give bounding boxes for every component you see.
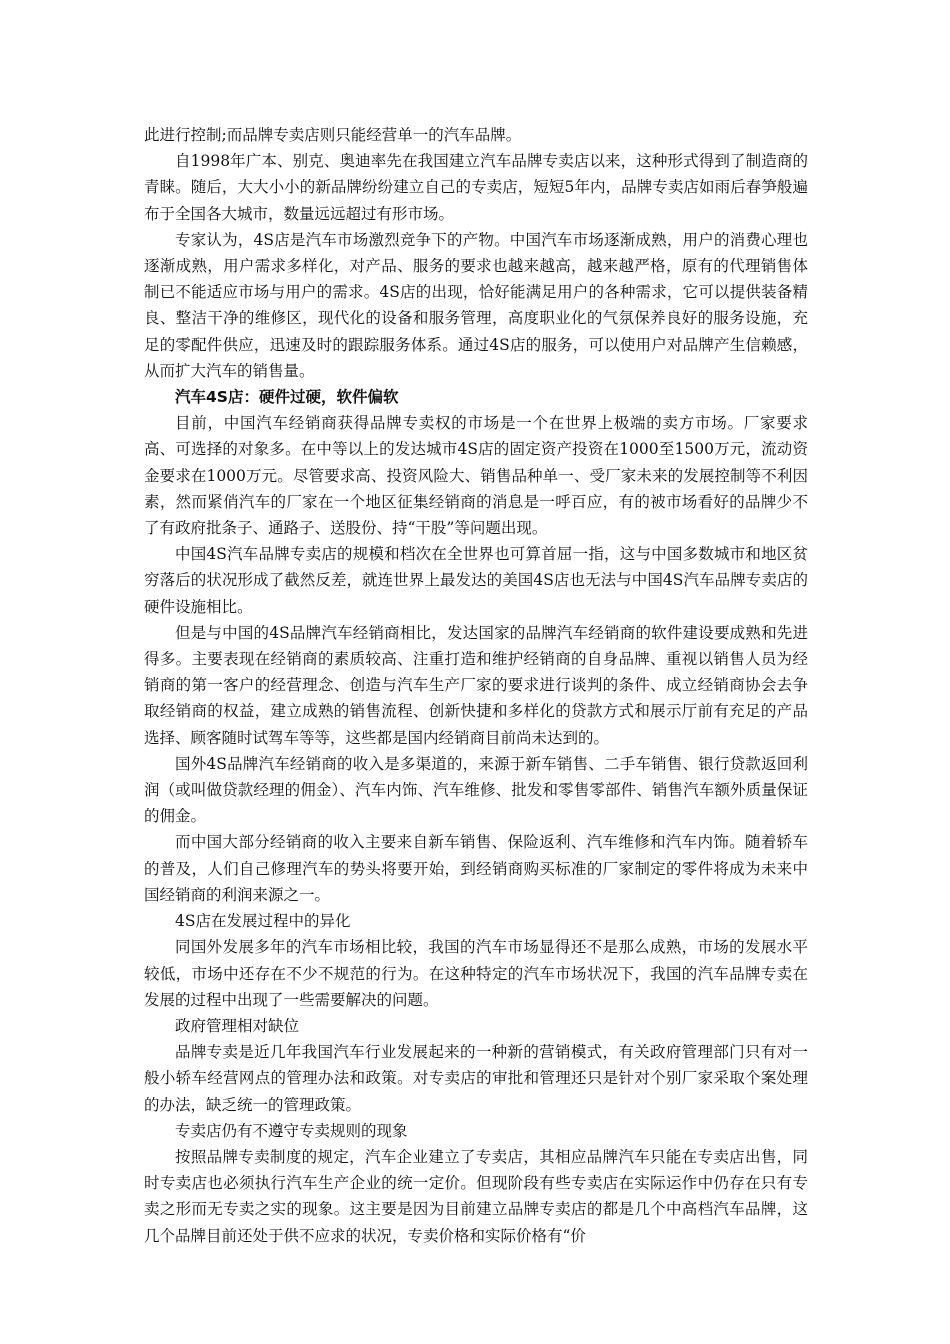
paragraph-government-policy: 品牌专卖是近几年我国汽车行业发展起来的一种新的营销模式，有关政府管理部门只有对一般小轿车经营网点的管理办法和政策。对专卖店的审批和管理还只是针对个别厂家采取个案处理的办法，缺乏统一的管理政策。 [144,1043,808,1114]
section-heading-government-management: 政府管理相对缺位 [175,1016,300,1035]
paragraph-expert-opinion: 专家认为，4S店是汽车市场激烈竞争下的产物。中国汽车市场逐渐成熟，用户的消费心理也逐渐成熟，用户需求多样化，对产品、服务的要求也越来越高，越来越严格，原有的代理销售体制已不能适应市场与用户的需求。4S店的出现，恰好能满足用户的各种需求，它可以提供装备精良、整洁干净的维修区，现代化的设备和服务管理，高度职业化的气氛保养良好的服务设施，充足的零配件供应，迅速及时的跟踪服务体系。通过4S店的服务，可以使用户对品牌产生信赖感，从而扩大汽车的销售量。 [144,230,808,380]
paragraph-foreign-income: 国外4S品牌汽车经销商的收入是多渠道的，来源于新车销售、二手车销售、银行贷款返回利润（或叫做贷款经理的佣金）、汽车内饰、汽车维修、批发和零售零部件、销售汽车额外质量保证的佣金。 [144,754,808,826]
paragraph-brand-store-history: 自1998年广本、别克、奥迪率先在我国建立汽车品牌专卖店以来，这种形式得到了制造商的青睐。随后，大大小小的新品牌纷纷建立自己的专卖店，短短5年内，品牌专卖店如雨后春笋般遍布于全国各大城市，数量远远超过有形市场。 [144,152,808,223]
section-heading-hardware-software: 汽车4S店：硬件过硬，软件偏软 [175,388,399,407]
paragraph-scale-and-grade: 中国4S汽车品牌专卖店的规模和档次在全世界也可算首屈一指，这与中国多数城市和地区贫穷落后的状况形成了截然反差，就连世界上最发达的美国4S店也无法与中国4S汽车品牌专卖店的硬件设施相比。 [144,545,808,616]
paragraph-market-immaturity: 同国外发展多年的汽车市场相比较，我国的汽车市场显得还不是那么成熟，市场的发展水平较低，市场中还存在不少不规范的行为。在这种特定的汽车市场状况下，我国的汽车品牌专卖在发展的过程中出现了一些需要解决的问题。 [144,938,808,1009]
paragraph-franchise-rules: 按照品牌专卖制度的规定，汽车企业建立了专卖店，其相应品牌汽车只能在专卖店出售，同时专卖店也必须执行汽车生产企业的统一定价。但现阶段有些专卖店在实际运作中仍存在只有专卖之形而无专卖之实的现象。这主要是因为目前建立品牌专卖店的都是几个中高档汽车品牌，这几个品牌目前还处于供不应求的状况，专卖价格和实际价格有“价 [144,1147,808,1245]
paragraph-sellers-market: 目前，中国汽车经销商获得品牌专卖权的市场是一个在世界上极端的卖方市场。厂家要求高、可选择的对象多。在中等以上的发达城市4S店的固定资产投资在1000至1500万元，流动资金要求在1000万元。尽管要求高、投资风险大、销售品种单一、受厂家未来的发展控制等不利因素，然而紧俏汽车的厂家在一个地区征集经销商的消息是一呼百应，有的被市场看好的品牌少不了有政府批条子、通路子、送股份、持“干股”等问题出现。 [144,414,808,538]
section-heading-rule-violations: 专卖店仍有不遵守专卖规则的现象 [175,1121,408,1140]
document-page [144,122,808,1249]
section-heading-alienation: 4S店在发展过程中的异化 [175,912,351,931]
paragraph-software-comparison: 但是与中国的4S品牌汽车经销商相比，发达国家的品牌汽车经销商的软件建设要成熟和先进得多。主要表现在经销商的素质较高、注重打造和维护经销商的自身品牌、重视以销售人员为经销商的第一客户的经营理念、创造与汽车生产厂家的要求进行谈判的条件、成立经销商协会去争取经销商的权益，建立成熟的销售流程、创新快捷和多样化的贷款方式和展示厅前有充足的产品选择、顾客随时试驾车等等，这些都是国内经销商目前尚未达到的。 [144,623,808,747]
paragraph-domestic-income: 而中国大部分经销商的收入主要来自新车销售、保险返利、汽车维修和汽车内饰。随着轿车的普及，人们自己修理汽车的势头将要开始，到经销商购买标准的厂家制定的零件将成为未来中国经销商的利润来源之一。 [144,833,808,904]
paragraph-intro-continuation: 此进行控制;而品牌专卖店则只能经营单一的汽车品牌。 [144,126,522,144]
